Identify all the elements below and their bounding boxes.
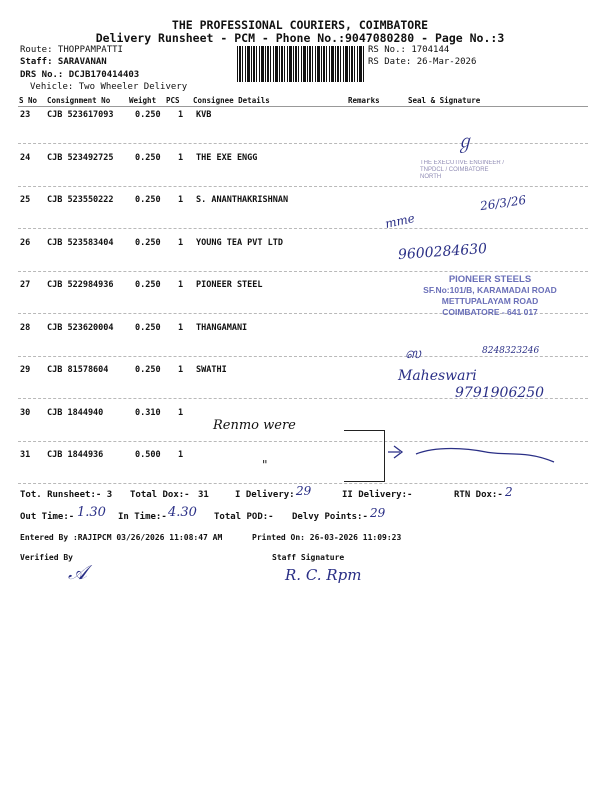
row-divider — [18, 143, 588, 144]
staff-signature-label: Staff Signature — [272, 553, 345, 562]
row-weight: 0.250 — [135, 152, 161, 163]
row-divider — [18, 186, 588, 187]
row-weight: 0.250 — [135, 280, 161, 290]
row-consignee: THE EXE ENGG — [196, 152, 258, 163]
row-sno: 27 — [20, 280, 31, 290]
in-time-label: In Time:- — [118, 512, 167, 522]
stamp-line-3: METTUPALAYAM ROAD — [441, 296, 539, 306]
vehicle-label: Vehicle: Two Wheeler Delivery — [30, 82, 188, 92]
company-title: THE PROFESSIONAL COURIERS, COIMBATORE — [171, 18, 429, 32]
in-time-value: 4.30 — [168, 505, 197, 520]
row-pcs: 1 — [178, 110, 184, 120]
row31-remark: " — [262, 458, 268, 472]
row-consignee: YOUNG TEA PVT LTD — [196, 237, 283, 248]
row30-31-scribble — [386, 440, 561, 470]
row-sno: 29 — [20, 365, 31, 375]
row-pcs: 1 — [178, 322, 184, 333]
row-sno: 23 — [20, 110, 31, 120]
col-pcs: PCS — [166, 96, 180, 105]
row-divider — [18, 271, 588, 272]
i-delivery-value: 29 — [296, 484, 312, 498]
rtn-dox-value: 2 — [505, 485, 513, 499]
row-weight: 0.250 — [135, 237, 161, 248]
row29-name: Maheswari — [398, 368, 477, 384]
header-rule — [18, 106, 588, 107]
row-sno: 24 — [20, 152, 31, 163]
row-consignment: CJB 522984936 — [47, 280, 114, 290]
row-pcs: 1 — [178, 152, 184, 163]
pioneer-steels-stamp — [410, 274, 570, 318]
runsheet-subtitle: Delivery Runsheet - PCM - Phone No.:9047080280 - Page No.:3 — [95, 31, 505, 45]
row28-phone: 8248323246 — [482, 346, 540, 356]
col-sno: S No — [19, 96, 38, 105]
entered-by: Entered By :RAJIPCM 03/26/2026 11:08:47 AM — [20, 533, 223, 542]
row25-signature: 26/3/26 — [479, 192, 528, 214]
row-consignment: CJB 1844936 — [47, 450, 104, 460]
row-pcs: 1 — [178, 195, 184, 205]
stamp-line-1: PIONEER STEELS — [448, 274, 532, 285]
row-sno: 26 — [20, 237, 31, 248]
row-weight: 0.250 — [135, 110, 161, 120]
col-weight: Weight — [129, 96, 157, 105]
row-consignee: THANGAMANI — [196, 322, 248, 333]
row-sno: 28 — [20, 322, 31, 333]
row-consignee: S. ANANTHAKRISHNAN — [196, 195, 289, 205]
row-pcs: 1 — [178, 365, 184, 375]
total-dox-label: Total Dox:- — [130, 490, 190, 500]
row-weight: 0.310 — [135, 407, 161, 418]
row-weight: 0.250 — [135, 365, 161, 375]
row-consignment: CJB 523550222 — [47, 195, 114, 205]
col-remarks: Remarks — [348, 96, 380, 105]
row-sno: 31 — [20, 450, 31, 460]
row-weight: 0.250 — [135, 195, 161, 205]
row-consignment: CJB 523583404 — [47, 237, 114, 248]
delvy-points-value: 29 — [370, 506, 386, 520]
staff-label: Staff: SARAVANAN — [20, 57, 107, 67]
row28-signature: ஸ — [405, 344, 422, 362]
row-consignment: CJB 523492725 — [47, 152, 114, 163]
rs-date: RS Date: 26-Mar-2026 — [368, 57, 477, 67]
total-pod-label: Total POD:- — [214, 512, 274, 522]
row-pcs: 1 — [178, 407, 184, 418]
tot-runsheet: Tot. Runsheet:- 3 — [20, 490, 113, 500]
total-dox-value: 31 — [198, 490, 209, 500]
i-delivery-label: I Delivery:- — [235, 490, 301, 500]
verified-by-label: Verified By — [20, 553, 73, 562]
row30-remark: Renmo were — [213, 418, 296, 433]
row26-phone: 9600284630 — [397, 240, 488, 264]
ii-delivery-label: II Delivery:- — [342, 490, 413, 500]
col-seal-signature: Seal & Signature — [408, 96, 481, 105]
barcode — [237, 46, 365, 82]
row29-phone: 9791906250 — [455, 385, 545, 401]
row-sno: 30 — [20, 407, 31, 418]
row-pcs: 1 — [178, 280, 184, 290]
out-time-value: 1.30 — [77, 505, 106, 520]
row-consignment: CJB 523620004 — [47, 322, 114, 333]
rtn-dox-label: RTN Dox:- — [454, 490, 503, 500]
row-divider — [18, 228, 588, 229]
route-label: Route: THOPPAMPATTI — [20, 45, 123, 55]
row-consignment: CJB 523617093 — [47, 110, 114, 120]
row-weight: 0.250 — [135, 322, 161, 333]
row-consignee: PIONEER STEEL — [196, 280, 263, 290]
row-consignee: KVB — [196, 110, 212, 120]
verified-by-signature: 𝒜 — [68, 560, 87, 584]
staff-signature: R. C. Rpm — [285, 566, 362, 584]
row-weight: 0.500 — [135, 450, 161, 460]
row-pcs: 1 — [178, 450, 184, 460]
executive-engineer-stamp: THE EXECUTIVE ENGINEER / TNPDCL / COIMBATORE NORTH — [420, 160, 505, 180]
row-pcs: 1 — [178, 237, 184, 248]
col-consignee: Consignee Details — [193, 96, 270, 105]
out-time-label: Out Time:- — [20, 512, 75, 522]
rs-number: RS No.: 1704144 — [368, 45, 450, 55]
stamp-line-4: COIMBATORE - 641 017 — [442, 307, 538, 317]
stamp-line-2: SF.No:101/B, KARAMADAI ROAD — [423, 285, 557, 295]
row-sno: 25 — [20, 195, 31, 205]
row23-signature: ℊ — [453, 130, 475, 155]
row25-scribble: mme — [383, 211, 416, 231]
row-consignment: CJB 81578604 — [47, 365, 109, 375]
row-consignee: SWATHI — [196, 365, 227, 375]
col-consignment: Consignment No — [47, 96, 111, 105]
drs-label: DRS No.: DCJB170414403 — [20, 70, 140, 80]
printed-on: Printed On: 26-03-2026 11:09:23 — [252, 533, 402, 542]
row-consignment: CJB 1844940 — [47, 407, 104, 418]
delvy-points-label: Delvy Points:- — [292, 512, 368, 522]
remark-bracket — [344, 430, 385, 482]
